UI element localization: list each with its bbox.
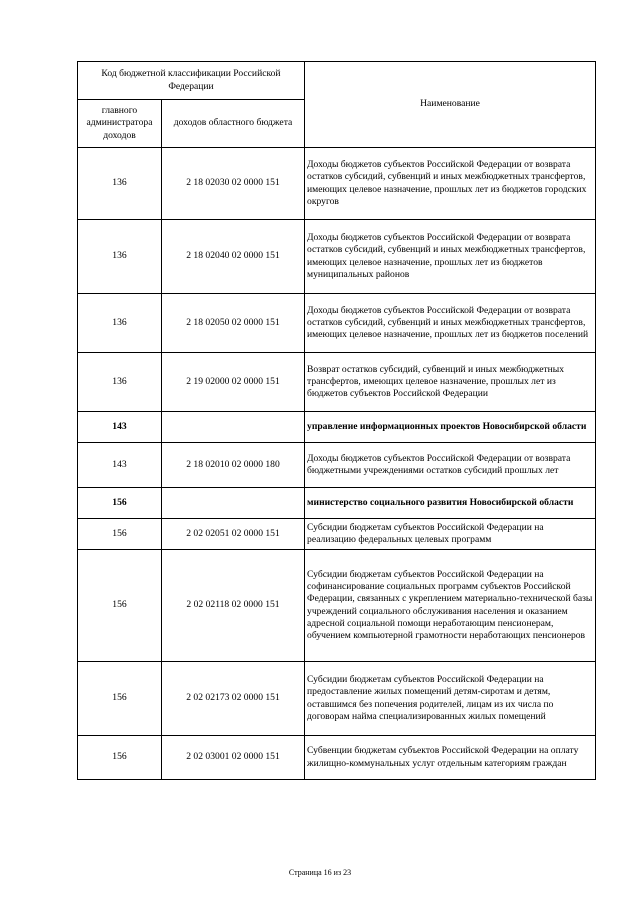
budget-classification-table — [77, 61, 596, 780]
administrator-name: министерство социального развития Новосибирской области — [305, 488, 596, 519]
admin-code: 136 — [78, 353, 162, 412]
table-row — [78, 519, 596, 550]
revenue-name: Субсидии бюджетам субъектов Российской Федерации на предоставление жилых помещений детям-сиротам и детям, оставшимся без попечения родителей, лицам из их числа по договорам найма специализированных жилых помещений — [305, 662, 596, 736]
revenue-name: Доходы бюджетов субъектов Российской Федерации от возврата остатков субсидий, субвенций и иных межбюджетных трансфертов, имеющих целевое назначение, прошлых лет из бюджетов городских округов — [305, 148, 596, 220]
table-row — [78, 353, 596, 412]
revenue-name: Субсидии бюджетам субъектов Российской Федерации на софинансирование социальных программ субъектов Российской Федерации, связанных с укреплением материально-технической базы учреждений социального обслуживания населения и оказанием адресной социальной помощи неработающим пенсионерам, обучением компьютерной грамотности неработающих пенсионеров — [305, 550, 596, 662]
admin-code: 156 — [78, 736, 162, 780]
admin-code: 156 — [78, 662, 162, 736]
table-row — [78, 662, 596, 736]
kbk-header: Код бюджетной классификации Российской Федерации — [78, 62, 305, 100]
admin-code: 156 — [78, 519, 162, 550]
administrator-heading-row — [78, 412, 596, 443]
revenue-code: 2 18 02030 02 0000 151 — [162, 148, 305, 220]
administrator-name: управление информационных проектов Новосибирской области — [305, 412, 596, 443]
page-number: Страница 16 из 23 — [288, 868, 352, 877]
revenue-code: 2 02 03001 02 0000 151 — [162, 736, 305, 780]
admin-code: 156 — [78, 550, 162, 662]
revenue-name: Субвенции бюджетам субъектов Российской Федерации на оплату жилищно-коммунальных услуг отдельным категориям граждан — [305, 736, 596, 780]
revenue-code: 2 18 02050 02 0000 151 — [162, 294, 305, 353]
revenue-code — [162, 412, 305, 443]
table-row — [78, 220, 596, 294]
table-row — [78, 736, 596, 780]
revenue-name: Доходы бюджетов субъектов Российской Федерации от возврата остатков субсидий, субвенций и иных межбюджетных трансфертов, имеющих целевое назначение, прошлых лет из бюджетов поселений — [305, 294, 596, 353]
admin-code: 156 — [78, 488, 162, 519]
revenue-name: Доходы бюджетов субъектов Российской Федерации от возврата остатков субсидий, субвенций и иных межбюджетных трансфертов, имеющих целевое назначение, прошлых лет из бюджетов муниципальных районов — [305, 220, 596, 294]
revenue-code: 2 02 02051 02 0000 151 — [162, 519, 305, 550]
administrator-heading-row — [78, 488, 596, 519]
revenue-code: 2 19 02000 02 0000 151 — [162, 353, 305, 412]
table-row — [78, 443, 596, 488]
table-row — [78, 148, 596, 220]
admin-code: 136 — [78, 220, 162, 294]
header-row-top — [78, 62, 596, 100]
admin-code: 143 — [78, 443, 162, 488]
admin-code: 143 — [78, 412, 162, 443]
name-header: Наименование — [305, 62, 596, 148]
revenue-code: 2 02 02173 02 0000 151 — [162, 662, 305, 736]
revenue-name: Субсидии бюджетам субъектов Российской Федерации на реализацию федеральных целевых программ — [305, 519, 596, 550]
revenue-code: 2 18 02010 02 0000 180 — [162, 443, 305, 488]
revenue-code: 2 18 02040 02 0000 151 — [162, 220, 305, 294]
revenue-header: доходов областного бюджета — [162, 100, 305, 148]
table-row — [78, 294, 596, 353]
admin-code: 136 — [78, 148, 162, 220]
revenue-name: Доходы бюджетов субъектов Российской Федерации от возврата бюджетными учреждениями остатков субсидий прошлых лет — [305, 443, 596, 488]
revenue-code — [162, 488, 305, 519]
table-row — [78, 550, 596, 662]
revenue-code: 2 02 02118 02 0000 151 — [162, 550, 305, 662]
revenue-name: Возврат остатков субсидий, субвенций и иных межбюджетных трансфертов, имеющих целевое назначение, прошлых лет из бюджетов субъектов Российской Федерации — [305, 353, 596, 412]
admin-code: 136 — [78, 294, 162, 353]
admin-header: главного администратора доходов — [78, 100, 162, 148]
